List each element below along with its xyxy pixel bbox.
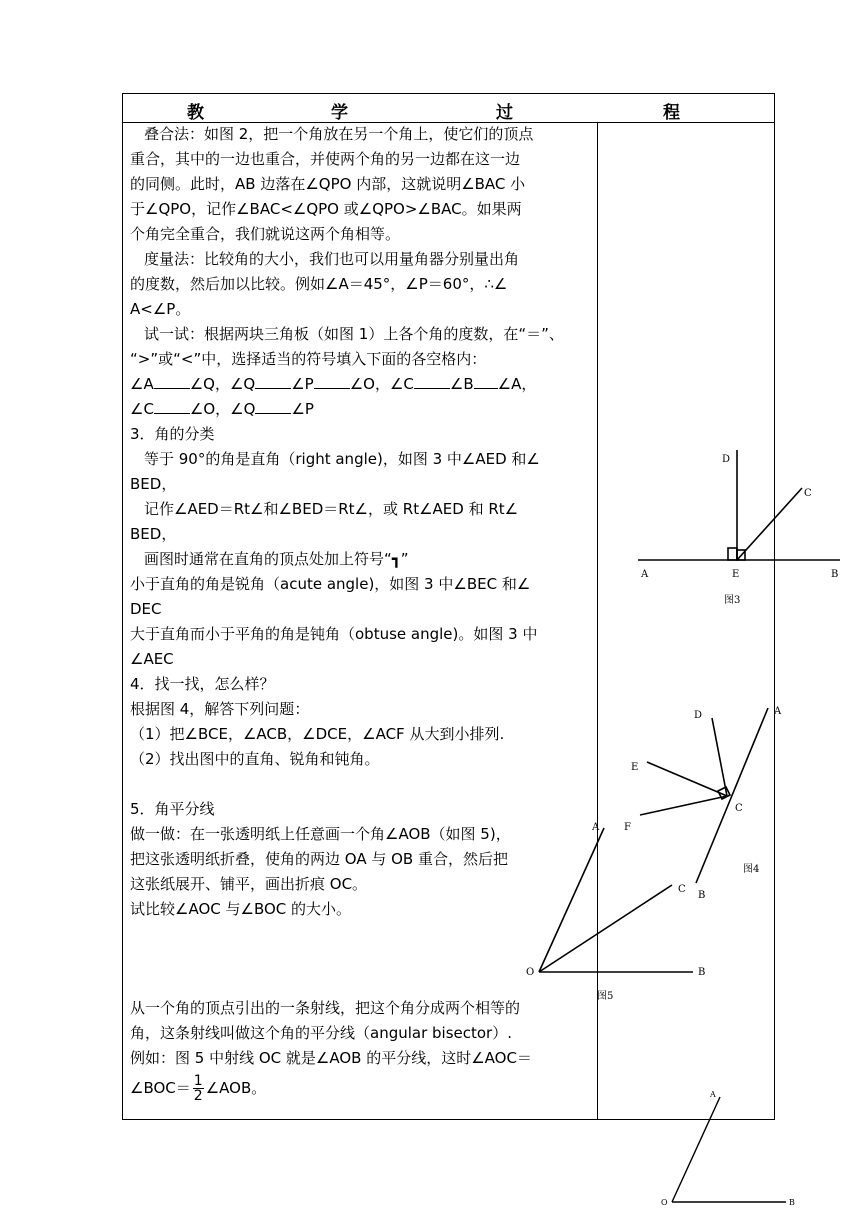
figure-4 — [640, 708, 768, 883]
formula-text: ∠AOB。 — [205, 1079, 267, 1097]
fraction-denominator: 2 — [193, 1088, 203, 1104]
fig3-label-c: C — [804, 488, 812, 499]
para-line: 做一做：在一张透明纸上任意画一个角∠AOB（如图 5)， — [130, 825, 511, 843]
blank-text: ∠A — [130, 375, 154, 393]
para-line: 于∠QPO，记作∠BAC<∠QPO 或∠QPO>∠BAC。如果两 — [130, 200, 522, 218]
para-line: 记作∠AED＝Rt∠和∠BED＝Rt∠，或 Rt∠AED 和 Rt∠ — [144, 500, 519, 518]
blank-text: ∠O，∠C — [349, 375, 414, 393]
figure-5-labels — [526, 822, 705, 1002]
header-char-3: 过 — [496, 103, 513, 123]
fig6-label-o: O — [661, 1198, 668, 1207]
figure-3 — [638, 450, 840, 560]
fig4-ray-cd — [712, 718, 727, 796]
para-line: DEC — [130, 600, 162, 618]
fig4-ray-ce — [647, 762, 727, 796]
para-line: 从一个角的顶点引出的一条射线，把这个角分成两个相等的 — [130, 999, 521, 1017]
para-line: 度量法：比较角的大小，我们也可以用量角器分别量出角 — [144, 250, 520, 268]
fig4-label-d: D — [694, 710, 703, 721]
para-line: 小于直角的角是锐角（acute angle)，如图 3 中∠BEC 和∠ — [130, 575, 531, 593]
para-line: 根据图 4，解答下列问题： — [130, 700, 310, 718]
blank-text: ∠B — [449, 375, 474, 393]
formula-text: ∠BOC＝ — [130, 1079, 191, 1097]
fig4-label-e: E — [631, 762, 639, 773]
para-line: 大于直角而小于平角的角是钝角（obtuse angle)。如图 3 中 — [130, 625, 538, 643]
fig3-ray-ec — [737, 488, 802, 560]
fig4-label-b: B — [698, 890, 706, 901]
fig3-label-a: A — [641, 569, 649, 580]
para-line: BED， — [130, 525, 177, 543]
fig5-caption: 图5 — [597, 991, 614, 1002]
section-heading: 5．角平分线 — [130, 800, 215, 818]
fig4-caption: 图4 — [743, 864, 760, 875]
para-line: 这张纸展开、铺平，画出折痕 OC。 — [130, 875, 368, 893]
section-heading: 4．找一找，怎么样？ — [130, 675, 275, 693]
para-line: 的同侧。此时，AB 边落在∠QPO 内部，这就说明∠BAC 小 — [130, 175, 526, 193]
fraction-numerator: 1 — [193, 1073, 203, 1089]
para-line: 例如：图 5 中射线 OC 就是∠AOB 的平分线，这时∠AOC＝ — [130, 1049, 532, 1067]
header-char-2: 学 — [331, 103, 348, 123]
fig4-label-c: C — [735, 803, 743, 814]
fig5-label-a: A — [592, 822, 600, 833]
figure-6 — [672, 1097, 786, 1202]
para-line: （1）把∠BCE，∠ACB，∠DCE，∠ACF 从大到小排列. — [130, 725, 505, 743]
figure-3-labels — [640, 454, 838, 606]
header-char-4: 程 — [663, 103, 680, 123]
para-line: 叠合法：如图 2，把一个角放在另一个角上，使它们的顶点 — [144, 125, 534, 143]
figure-6-labels — [661, 1090, 795, 1207]
blank-text: ∠Q，∠Q — [189, 375, 256, 393]
fig5-label-o: O — [526, 967, 535, 978]
fig3-label-e: E — [732, 569, 740, 580]
fig4-label-f: F — [624, 822, 631, 833]
section-heading: 3．角的分类 — [130, 425, 215, 443]
para-line: 等于 90°的角是直角（right angle)，如图 3 中∠AED 和∠ — [144, 450, 540, 468]
header-char-1: 教 — [187, 103, 204, 123]
figure-5 — [539, 828, 693, 972]
para-line: （2）找出图中的直角、锐角和钝角。 — [130, 750, 380, 768]
para-line: “>”或“<”中，选择适当的符号填入下面的各空格内： — [130, 350, 487, 368]
para-line: 的度数，然后加以比较。例如∠A＝45°，∠P＝60°，∴∠ — [130, 275, 508, 293]
para-line: 重合，其中的一边也重合，并使两个角的另一边都在这一边 — [130, 150, 521, 168]
para-line: 把这张透明纸折叠，使角的两边 OA 与 OB 重合，然后把 — [130, 850, 508, 868]
fig6-label-b: B — [789, 1198, 795, 1207]
blank-text: ∠O，∠Q — [189, 400, 256, 418]
para-line: ∠AEC — [130, 650, 174, 668]
fig5-label-c: C — [678, 884, 686, 895]
fig6-ray-oa — [672, 1097, 720, 1202]
blank-text: ∠A， — [497, 375, 537, 393]
para-line: 个角完全重合，我们就说这两个角相等。 — [130, 225, 401, 243]
fig5-label-b: B — [698, 967, 706, 978]
para-line: 画图时通常在直角的顶点处加上符号“┓” — [144, 550, 409, 568]
fig4-ray-cf — [640, 796, 727, 815]
fig3-caption: 图3 — [724, 595, 741, 606]
right-angle-mark — [728, 548, 737, 560]
fig4-line-ab — [696, 708, 768, 883]
para-line: 角，这条射线叫做这个角的平分线（angular bisector）. — [130, 1024, 512, 1042]
fig4-label-a: A — [774, 706, 782, 717]
para-line: A<∠P。 — [130, 300, 191, 318]
blank-text: ∠C — [130, 400, 154, 418]
para-line: BED， — [130, 475, 177, 493]
figure-4-labels — [624, 706, 782, 901]
blank-text: ∠P — [291, 375, 314, 393]
fig3-label-b: B — [831, 569, 839, 580]
fig6-label-a: A — [710, 1090, 716, 1099]
fig3-label-d: D — [722, 454, 731, 465]
blank-text: ∠P — [291, 400, 314, 418]
para-line: 试比较∠AOC 与∠BOC 的大小。 — [130, 900, 352, 918]
para-line: 试一试：根据两块三角板（如图 1）上各个角的度数，在“＝”、 — [144, 325, 564, 343]
